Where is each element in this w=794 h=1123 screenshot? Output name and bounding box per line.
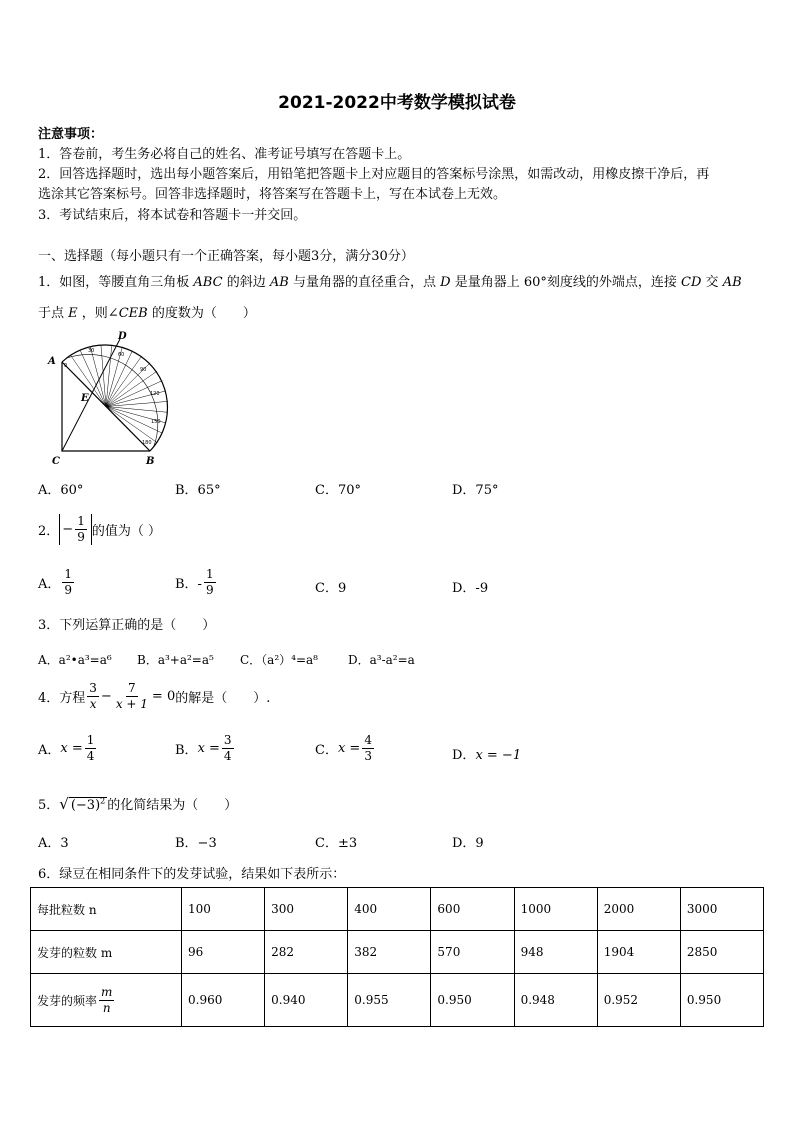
q4-frac-2	[114, 681, 150, 712]
tick-label-150: 150	[151, 419, 161, 425]
q1-text-e: 交	[705, 275, 719, 290]
notice-item-2: 2．回答选择题时，选出每小题答案后，用铅笔把答题卡上对应题目的答案标号涂黑，如需改动，用橡皮擦干净后，再	[38, 167, 710, 182]
q2-option-c[interactable]: C．9	[315, 581, 347, 596]
tick-label-60: 60	[118, 352, 125, 358]
q1-protractor-figure	[40, 330, 185, 468]
protractor-ray	[106, 345, 112, 407]
q1-option-c[interactable]: C．70°	[315, 483, 361, 498]
table-cell: 2000	[597, 888, 680, 931]
q2-b-frac	[204, 567, 216, 598]
q4-d-label: D．	[452, 748, 476, 763]
table-row	[31, 888, 764, 931]
q4-b-label: B．	[175, 743, 198, 758]
table-cell: 3000	[680, 888, 763, 931]
label-B: B	[146, 456, 155, 467]
q4-c-label: C．	[315, 743, 338, 758]
q2-stem	[38, 514, 161, 545]
q3-option-d[interactable]: D．a³-a²=a	[348, 653, 415, 667]
q2-option-d[interactable]: D．-9	[452, 581, 489, 596]
q4-f1-den: x	[89, 697, 97, 711]
q5-option-a[interactable]: A．3	[38, 836, 69, 851]
table-row	[31, 974, 764, 1027]
q4-minus: −	[100, 689, 112, 704]
notice-heading: 注意事项：	[38, 127, 104, 142]
q2-fraction	[75, 514, 87, 545]
q2-den: 9	[77, 530, 85, 544]
q5-sqrt: √ $(-3)^2$	[59, 794, 106, 813]
q5-stem	[38, 794, 237, 813]
q2-option-b[interactable]	[175, 567, 218, 598]
table-row	[31, 931, 764, 974]
q5-exponent: 2	[100, 796, 106, 806]
protractor-ray	[106, 371, 157, 406]
q4-option-a[interactable]	[38, 733, 98, 764]
notice-item-2-cont: 选涂其它答案标号。回答非选择题时，将答案写在答题卡上，写在本试卷上无效。	[38, 187, 507, 202]
q4-a-num: 1	[86, 733, 95, 747]
q4-f1-num: 3	[89, 681, 97, 695]
q4-prefix: 4．方程	[38, 691, 86, 706]
table-header-cell: 发芽的粒数 m	[31, 931, 182, 974]
tick-label-90: 90	[140, 367, 147, 373]
label-A: A	[48, 356, 56, 367]
tick-label-30: 30	[88, 348, 95, 354]
q4-a-label: A．	[38, 743, 61, 758]
q2-a-den: 9	[64, 583, 73, 597]
table-cell: 1000	[514, 888, 597, 931]
q1-option-b[interactable]: B．65°	[175, 483, 221, 498]
q4-option-d[interactable]	[452, 744, 521, 763]
table-cell: 0.952	[597, 974, 680, 1027]
tick-label-0: 0	[64, 363, 68, 369]
q4-b-frac	[222, 733, 234, 764]
q1-ab2: AB	[722, 275, 742, 290]
q4-a-var: x =	[60, 741, 83, 756]
q1-cd: CD	[681, 275, 702, 290]
q4-eq: = 0	[151, 689, 176, 704]
q4-b-var: x =	[197, 741, 220, 756]
notice-item-1: 1．答卷前，考生务必将自己的姓名、准考证号填写在答题卡上。	[38, 147, 411, 162]
label-D: D	[118, 331, 127, 342]
q5-option-b[interactable]: B．−3	[175, 836, 217, 851]
q1-line1	[38, 271, 742, 290]
q5-radicand	[69, 797, 107, 813]
table-header-cell: 每批粒数 n	[31, 888, 182, 931]
freq-label: 发芽的频率	[37, 993, 98, 1008]
q4-a-den: 4	[86, 749, 95, 763]
q4-c-var: x =	[337, 741, 361, 756]
table-cell: 0.950	[680, 974, 763, 1027]
q1-text-b: 的斜边	[226, 275, 266, 290]
q4-option-c[interactable]	[315, 733, 376, 764]
q1-ab: AB	[269, 275, 289, 290]
table-cell: 948	[514, 931, 597, 974]
table-cell: 96	[182, 931, 265, 974]
q2-a-num: 1	[64, 567, 73, 581]
q5-suffix: 的化简结果为（ ）	[107, 798, 238, 813]
q2-b-den: 9	[205, 583, 214, 597]
q1-ceb: CEB	[118, 306, 148, 321]
tick-label-180: 180	[142, 440, 152, 446]
label-E: E	[81, 393, 89, 404]
q4-f2-den: x + 1	[115, 697, 148, 711]
table-cell: 1904	[597, 931, 680, 974]
q2-num: 1	[77, 514, 85, 528]
q4-b-den: 4	[223, 749, 232, 763]
q4-suffix: 的解是（ ）.	[175, 691, 271, 706]
q2-suffix: 的值为（ ）	[91, 524, 161, 539]
q4-c-num: 4	[364, 733, 372, 747]
table-cell: 0.960	[182, 974, 265, 1027]
page-title: 2021-2022中考数学模拟试卷	[278, 93, 516, 113]
q1-d: D	[440, 275, 451, 290]
germination-table	[30, 887, 764, 1027]
q1-abc: ABC	[193, 275, 223, 290]
table-cell: 0.940	[265, 974, 348, 1027]
table-cell: 0.955	[348, 974, 431, 1027]
q4-f2-num: 7	[128, 681, 136, 695]
q1-text-a: 1．如图，等腰直角三角板	[38, 275, 190, 290]
q1-option-a[interactable]: A．60°	[38, 483, 84, 498]
q3-option-a[interactable]: A．a²•a³=a⁶	[38, 653, 112, 667]
table-cell: 0.948	[514, 974, 597, 1027]
q2-prefix: 2．	[38, 524, 60, 539]
protractor-ray	[106, 356, 142, 407]
q1-text-d: 是量角器上 60°刻度线的外端点，连接	[454, 275, 677, 290]
label-C: C	[52, 456, 60, 467]
q2-b-label: B．-	[175, 577, 202, 592]
q1-e: E	[68, 306, 78, 321]
q2-absolute-value	[59, 514, 92, 545]
q4-a-frac	[85, 733, 97, 764]
q4-d-expr: x = −1	[475, 748, 522, 763]
table-cell: 100	[182, 888, 265, 931]
q1-option-d[interactable]: D．75°	[452, 483, 499, 498]
q1-text-c: 与量角器的直径重合，点	[292, 275, 436, 290]
q5-radicand-base: (−3)	[70, 797, 101, 813]
freq-num: m	[101, 984, 113, 999]
q5-option-d[interactable]: D．9	[452, 836, 484, 851]
q3-stem: 3．下列运算正确的是（ ）	[38, 618, 216, 633]
q5-option-c[interactable]: C．±3	[315, 836, 358, 851]
q1-text-g: ，则∠	[81, 306, 119, 321]
q2-a-label: A．	[38, 577, 61, 592]
table-cell: 400	[348, 888, 431, 931]
q4-stem	[38, 681, 270, 712]
q1-text-h: 的度数为（ ）	[151, 306, 256, 321]
protractor-ray	[106, 407, 168, 413]
q1-line2	[38, 302, 256, 321]
q3-option-c[interactable]: C．（a²）⁴=a⁸	[240, 653, 318, 667]
notice-item-3: 3．考试结束后，将本试卷和答题卡一并交回。	[38, 208, 307, 223]
q5-prefix: 5．	[38, 798, 60, 813]
freq-fraction	[99, 985, 114, 1016]
q4-c-frac	[362, 733, 374, 764]
q4-c-den: 3	[364, 749, 372, 763]
table-cell: 2850	[680, 931, 763, 974]
tick-label-120: 120	[150, 391, 160, 397]
table-cell: 282	[265, 931, 348, 974]
q6-stem: 6．绿豆在相同条件下的发芽试验，结果如下表所示：	[38, 867, 346, 882]
q4-frac-1	[87, 681, 99, 712]
q2-sign: −	[62, 522, 74, 537]
table-cell: 382	[348, 931, 431, 974]
q2-b-num: 1	[205, 567, 214, 581]
q4-b-num: 3	[223, 733, 232, 747]
table-header-cell	[31, 974, 182, 1027]
table-cell: 0.950	[431, 974, 514, 1027]
q2-a-frac	[62, 567, 74, 598]
table-cell: 300	[265, 888, 348, 931]
section-heading: 一、选择题（每小题只有一个正确答案，每小题3分，满分30分）	[38, 249, 414, 264]
protractor-ray	[106, 407, 157, 443]
q2-option-a[interactable]	[38, 567, 76, 598]
freq-den: n	[102, 1000, 111, 1015]
q3-option-b[interactable]: B．a³+a²=a⁵	[137, 653, 214, 667]
table-cell: 570	[431, 931, 514, 974]
q1-text-f: 于点	[38, 306, 65, 321]
table-cell: 600	[431, 888, 514, 931]
q4-option-b[interactable]	[175, 733, 236, 764]
